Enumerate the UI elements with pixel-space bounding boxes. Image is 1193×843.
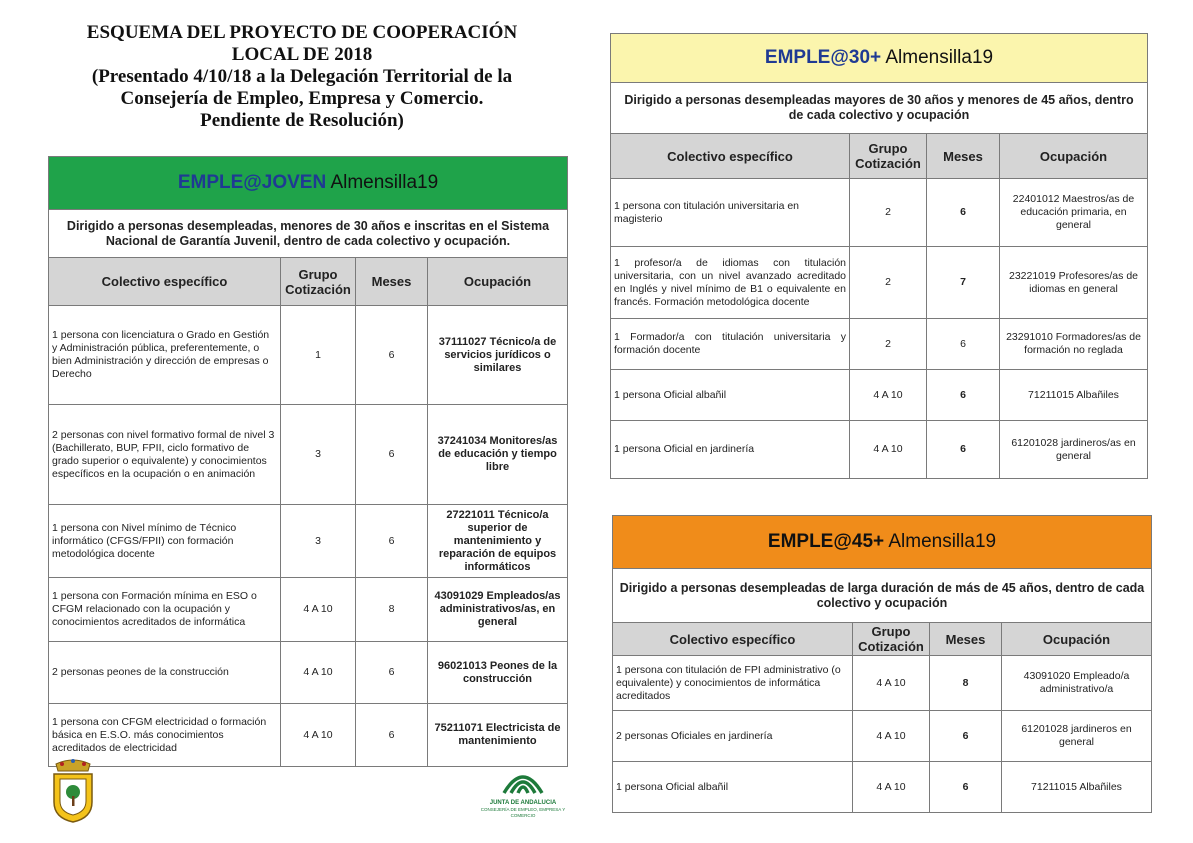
emple-joven-banner: [49, 157, 568, 210]
grupo-cell: 2: [850, 179, 927, 247]
target-description: Dirigido a personas desempleadas de larga duración de más de 45 años, dentro de cada colectivo y ocupación: [613, 569, 1152, 623]
program-place: Almensilla19: [330, 172, 439, 193]
meses-cell: 6: [927, 370, 1000, 421]
table-row: [49, 704, 568, 767]
header-meses: Meses: [930, 623, 1002, 656]
header-meses: Meses: [356, 258, 428, 306]
header-colectivo: Colectivo específico: [49, 258, 281, 306]
title-line: ESQUEMA DEL PROYECTO DE COOPERACIÓN: [86, 22, 518, 43]
ocupacion-cell: 27221011 Técnico/a superior de mantenimiento y reparación de equipos informáticos: [428, 505, 568, 578]
meses-cell: 6: [356, 642, 428, 704]
header-colectivo: Colectivo específico: [613, 623, 853, 656]
grupo-cell: 4 A 10: [281, 704, 356, 767]
meses-cell: 6: [930, 711, 1002, 762]
colectivo-cell: 1 persona Oficial albañil: [613, 762, 853, 813]
grupo-cell: 2: [850, 319, 927, 370]
table-row: [613, 711, 1152, 762]
ocupacion-cell: 61201028 jardineros en general: [1002, 711, 1152, 762]
colectivo-cell: 1 Formador/a con titulación universitaria y formación docente: [611, 319, 850, 370]
target-description: Dirigido a personas desempleadas mayores de 30 años y menores de 45 años, dentro de cada colectivo y ocupación: [611, 83, 1148, 134]
ocupacion-cell: 22401012 Maestros/as de educación primaria, en general: [1000, 179, 1148, 247]
target-description: Dirigido a personas desempleadas, menores de 30 años e inscritas en el Sistema Nacional de Garantía Juvenil, dentro de cada colectivo y ocupación.: [49, 210, 568, 258]
table-row: [611, 179, 1148, 247]
ocupacion-cell: 43091029 Empleados/as administrativos/as, en general: [428, 578, 568, 642]
grupo-cell: 3: [281, 405, 356, 505]
table-row: [49, 405, 568, 505]
title-line: Pendiente de Resolución): [200, 110, 404, 131]
ocupacion-cell: 61201028 jardineros/as en general: [1000, 421, 1148, 479]
document-title: [52, 22, 552, 132]
grupo-cell: 1: [281, 306, 356, 405]
meses-cell: 7: [927, 247, 1000, 319]
colectivo-cell: 2 personas Oficiales en jardinería: [613, 711, 853, 762]
meses-cell: 6: [356, 306, 428, 405]
colectivo-cell: 1 profesor/a de idiomas con titulación universitaria, con un nivel avanzado acreditado en Inglés y nivel mínimo de B1 o equivalente en francés. Formación metodológica docente: [611, 247, 850, 319]
colectivo-cell: 1 persona con titulación de FPI administrativo (o equivalente) y conocimientos de informática acreditados: [613, 656, 853, 711]
grupo-cell: 4 A 10: [850, 370, 927, 421]
colectivo-cell: 1 persona con licenciatura o Grado en Gestión y Administración pública, preferentemente, o bien Administración y dirección de empresas o Derecho: [49, 306, 281, 405]
emple-30-banner: [611, 34, 1148, 83]
meses-cell: 6: [927, 421, 1000, 479]
emple-joven-table: [48, 156, 568, 767]
junta-arch-icon: [500, 765, 546, 795]
table-row: [611, 370, 1148, 421]
ocupacion-cell: 71211015 Albañiles: [1002, 762, 1152, 813]
colectivo-cell: 1 persona Oficial albañil: [611, 370, 850, 421]
program-place: Almensilla19: [885, 47, 994, 68]
grupo-cell: 4 A 10: [853, 656, 930, 711]
title-line: LOCAL DE 2018: [231, 44, 373, 65]
header-ocupacion: Ocupación: [1000, 134, 1148, 179]
grupo-cell: 4 A 10: [281, 642, 356, 704]
title-line: Consejería de Empleo, Empresa y Comercio.: [120, 88, 484, 109]
header-grupo: Grupo Cotización: [853, 623, 930, 656]
program-name: EMPLE@30+: [764, 47, 882, 68]
table-row: [49, 578, 568, 642]
ocupacion-cell: 71211015 Albañiles: [1000, 370, 1148, 421]
table-row: [611, 421, 1148, 479]
meses-cell: 8: [930, 656, 1002, 711]
header-ocupacion: Ocupación: [428, 258, 568, 306]
ocupacion-cell: 96021013 Peones de la construcción: [428, 642, 568, 704]
junta-andalucia-logo: [478, 765, 568, 821]
junta-consejeria: CONSEJERÍA DE EMPLEO, EMPRESA Y COMERCIO: [480, 807, 566, 818]
table-row: [49, 306, 568, 405]
table-row: [613, 656, 1152, 711]
grupo-cell: 4 A 10: [281, 578, 356, 642]
grupo-cell: 4 A 10: [853, 762, 930, 813]
ocupacion-cell: 23291010 Formadores/as de formación no reglada: [1000, 319, 1148, 370]
colectivo-cell: 1 persona con Formación mínima en ESO o CFGM relacionado con la ocupación y conocimientos acreditados de informática: [49, 578, 281, 642]
header-meses: Meses: [927, 134, 1000, 179]
meses-cell: 8: [356, 578, 428, 642]
emple-30-table: [610, 33, 1148, 479]
colectivo-cell: 1 persona con CFGM electricidad o formación básica en E.S.O. más conocimientos acreditados de electricidad: [49, 704, 281, 767]
grupo-cell: 2: [850, 247, 927, 319]
meses-cell: 6: [927, 319, 1000, 370]
table-row: [49, 505, 568, 578]
table-row: [49, 642, 568, 704]
grupo-cell: 3: [281, 505, 356, 578]
emple-45-table: [612, 515, 1152, 813]
meses-cell: 6: [927, 179, 1000, 247]
ocupacion-cell: 37111027 Técnico/a de servicios jurídicos o similares: [428, 306, 568, 405]
meses-cell: 6: [356, 405, 428, 505]
program-name: EMPLE@JOVEN: [177, 172, 327, 193]
header-grupo: Grupo Cotización: [281, 258, 356, 306]
grupo-cell: 4 A 10: [853, 711, 930, 762]
meses-cell: 6: [356, 704, 428, 767]
meses-cell: 6: [930, 762, 1002, 813]
table-row: [611, 319, 1148, 370]
colectivo-cell: 2 personas peones de la construcción: [49, 642, 281, 704]
meses-cell: 6: [356, 505, 428, 578]
header-colectivo: Colectivo específico: [611, 134, 850, 179]
municipal-shield-icon: [50, 758, 96, 824]
header-ocupacion: Ocupación: [1002, 623, 1152, 656]
ocupacion-cell: 75211071 Electricista de mantenimiento: [428, 704, 568, 767]
table-row: [613, 762, 1152, 813]
program-name: EMPLE@45+: [767, 531, 885, 552]
colectivo-cell: 1 persona con titulación universitaria en magisterio: [611, 179, 850, 247]
colectivo-cell: 1 persona con Nivel mínimo de Técnico informático (CFGS/FPII) con formación metodológica docente: [49, 505, 281, 578]
emple-45-banner: [613, 516, 1152, 569]
ocupacion-cell: 23221019 Profesores/as de idiomas en general: [1000, 247, 1148, 319]
grupo-cell: 4 A 10: [850, 421, 927, 479]
junta-name: JUNTA DE ANDALUCIA: [489, 800, 557, 806]
header-grupo: Grupo Cotización: [850, 134, 927, 179]
title-line: (Presentado 4/10/18 a la Delegación Territorial de la: [91, 66, 513, 87]
ocupacion-cell: 43091020 Empleado/a administrativo/a: [1002, 656, 1152, 711]
table-row: [611, 247, 1148, 319]
colectivo-cell: 2 personas con nivel formativo formal de nivel 3 (Bachillerato, BUP, FPII, ciclo formativo de grado superior o equivalente) y conocimientos específicos en la ocupación o en animación: [49, 405, 281, 505]
program-place: Almensilla19: [888, 531, 997, 552]
colectivo-cell: 1 persona Oficial en jardinería: [611, 421, 850, 479]
ocupacion-cell: 37241034 Monitores/as de educación y tiempo libre: [428, 405, 568, 505]
